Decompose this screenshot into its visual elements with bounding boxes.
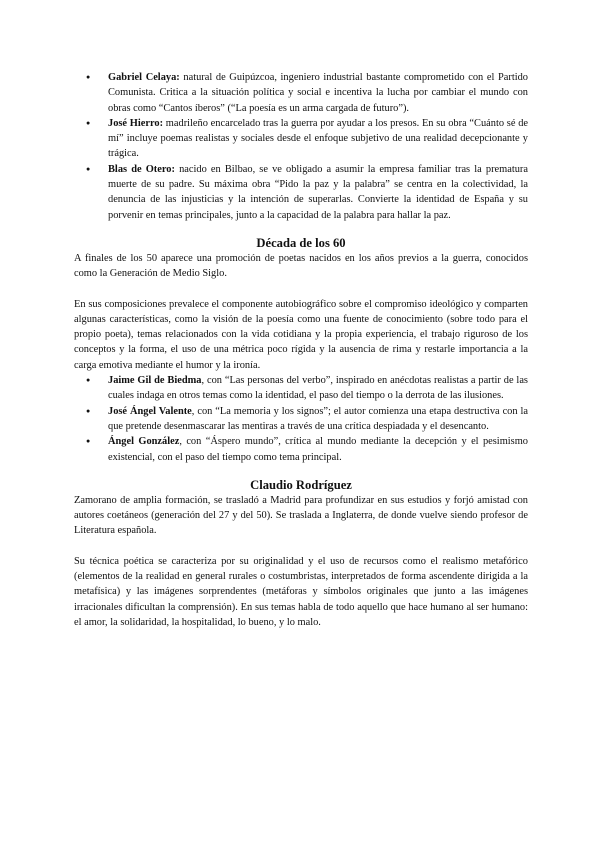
- list-item: [74, 434, 528, 465]
- poet-name: Blas de Otero:: [108, 163, 175, 175]
- claudio-bio-paragraph: Zamorano de amplia formación, se trasladó a Madrid para profundizar en sus estudios y forjó amistad con autores coetáneos (generación del 27 y del 50). Se traslada a Inglaterra, de donde vuelve siendo profesor de Literatura española.: [74, 494, 528, 537]
- list-item: [74, 162, 528, 223]
- poet-name: Jaime Gil de Biedma: [108, 375, 202, 387]
- poet-description: , con “La memoria y los signos”; el autor comienza una etapa destructiva con la que pretende desenmascarar las mentiras a través de una crítica despiadada y el desencanto.: [108, 405, 528, 432]
- list-item: [74, 116, 528, 162]
- poets-list-medio-siglo: [74, 373, 528, 465]
- poet-description: nacido en Bilbao, se ve obligado a asumir la empresa familiar tras la prematura muerte de su padre. Su máxima obra “Pido la paz y la palabra” se centra en la colectividad, la denuncia de las injusticias y la intención de superarlas. Convierte la identidad de España y su porvenir en temas principales, junto a la capacidad de la palabra para hallar la paz.: [108, 163, 528, 221]
- poet-description: natural de Guipúzcoa, ingeniero industrial bastante comprometido con el Partido Comunista. Critica a la situación política y social e incentiva la lucha por cambiar el mundo con obras como “Cantos íberos” (“La poesía es un arma cargada de futuro”).: [108, 72, 529, 114]
- poets-list-social: [74, 70, 528, 223]
- decada-intro-paragraph: A finales de los 50 aparece una promoción de poetas nacidos en los años previos a la guerra, conocidos como la Generación de Medio Siglo.: [74, 252, 528, 280]
- poet-name: Gabriel Celaya:: [108, 72, 180, 83]
- poet-description: , con “Áspero mundo”, crítica al mundo mediante la decepción y el pesimismo existencial, con el paso del tiempo como tema principal.: [108, 436, 528, 463]
- poet-description: , con “Las personas del verbo”, inspirado en anécdotas realistas a partir de las cuales indaga en otros temas como la identidad, el paso del tiempo o la derrota de las ilusiones.: [108, 375, 528, 402]
- document-page: [74, 70, 528, 630]
- poet-description: madrileño encarcelado tras la guerra por ayudar a los presos. En su obra “Cuánto sé de mí” incluye poemas realistas y sociales desde el enfoque subjetivo de una realidad decepcionante y trágica.: [108, 117, 528, 160]
- paragraph-spacer: [74, 282, 528, 297]
- list-item: [74, 70, 528, 116]
- section-heading-decada: Década de los 60: [256, 235, 346, 250]
- poet-name: Ángel González: [108, 436, 180, 448]
- claudio-technique-paragraph: Su técnica poética se caracteriza por su originalidad y el uso de recursos como el realismo metafórico (elementos de la realidad en general rurales o costumbristas, interpretados de forma ascendente dirigida a la metafísica) y las imágenes sorprendentes (metáforas y símbolos originales que junto a las imágenes irracionales dificultan la comprensión). En sus temas habla de todo aquello que hace humano al ser humano: el amor, la solidaridad, la hospitalidad, lo bueno, y lo malo.: [74, 555, 528, 628]
- poet-name: José Ángel Valente: [108, 405, 192, 417]
- poet-name: José Hierro:: [108, 117, 164, 129]
- list-item: [74, 373, 528, 404]
- paragraph-spacer: [74, 539, 528, 554]
- decada-body-paragraph: En sus composiciones prevalece el componente autobiográfico sobre el compromiso ideológico y comparten algunas características, como la visión de la poesía como una fuente de conocimiento (sobre todo para el propio poeta), temas relacionados con la vida cotidiana y la propia experiencia, el trabajo riguroso de los conceptos y la forma, el uso de una métrica poco rígida y la ausencia de rima y restarle importancia a la carga emotiva mediante el humor y la ironía.: [74, 298, 528, 371]
- section-heading-claudio: Claudio Rodríguez: [250, 477, 352, 492]
- list-item: [74, 404, 528, 435]
